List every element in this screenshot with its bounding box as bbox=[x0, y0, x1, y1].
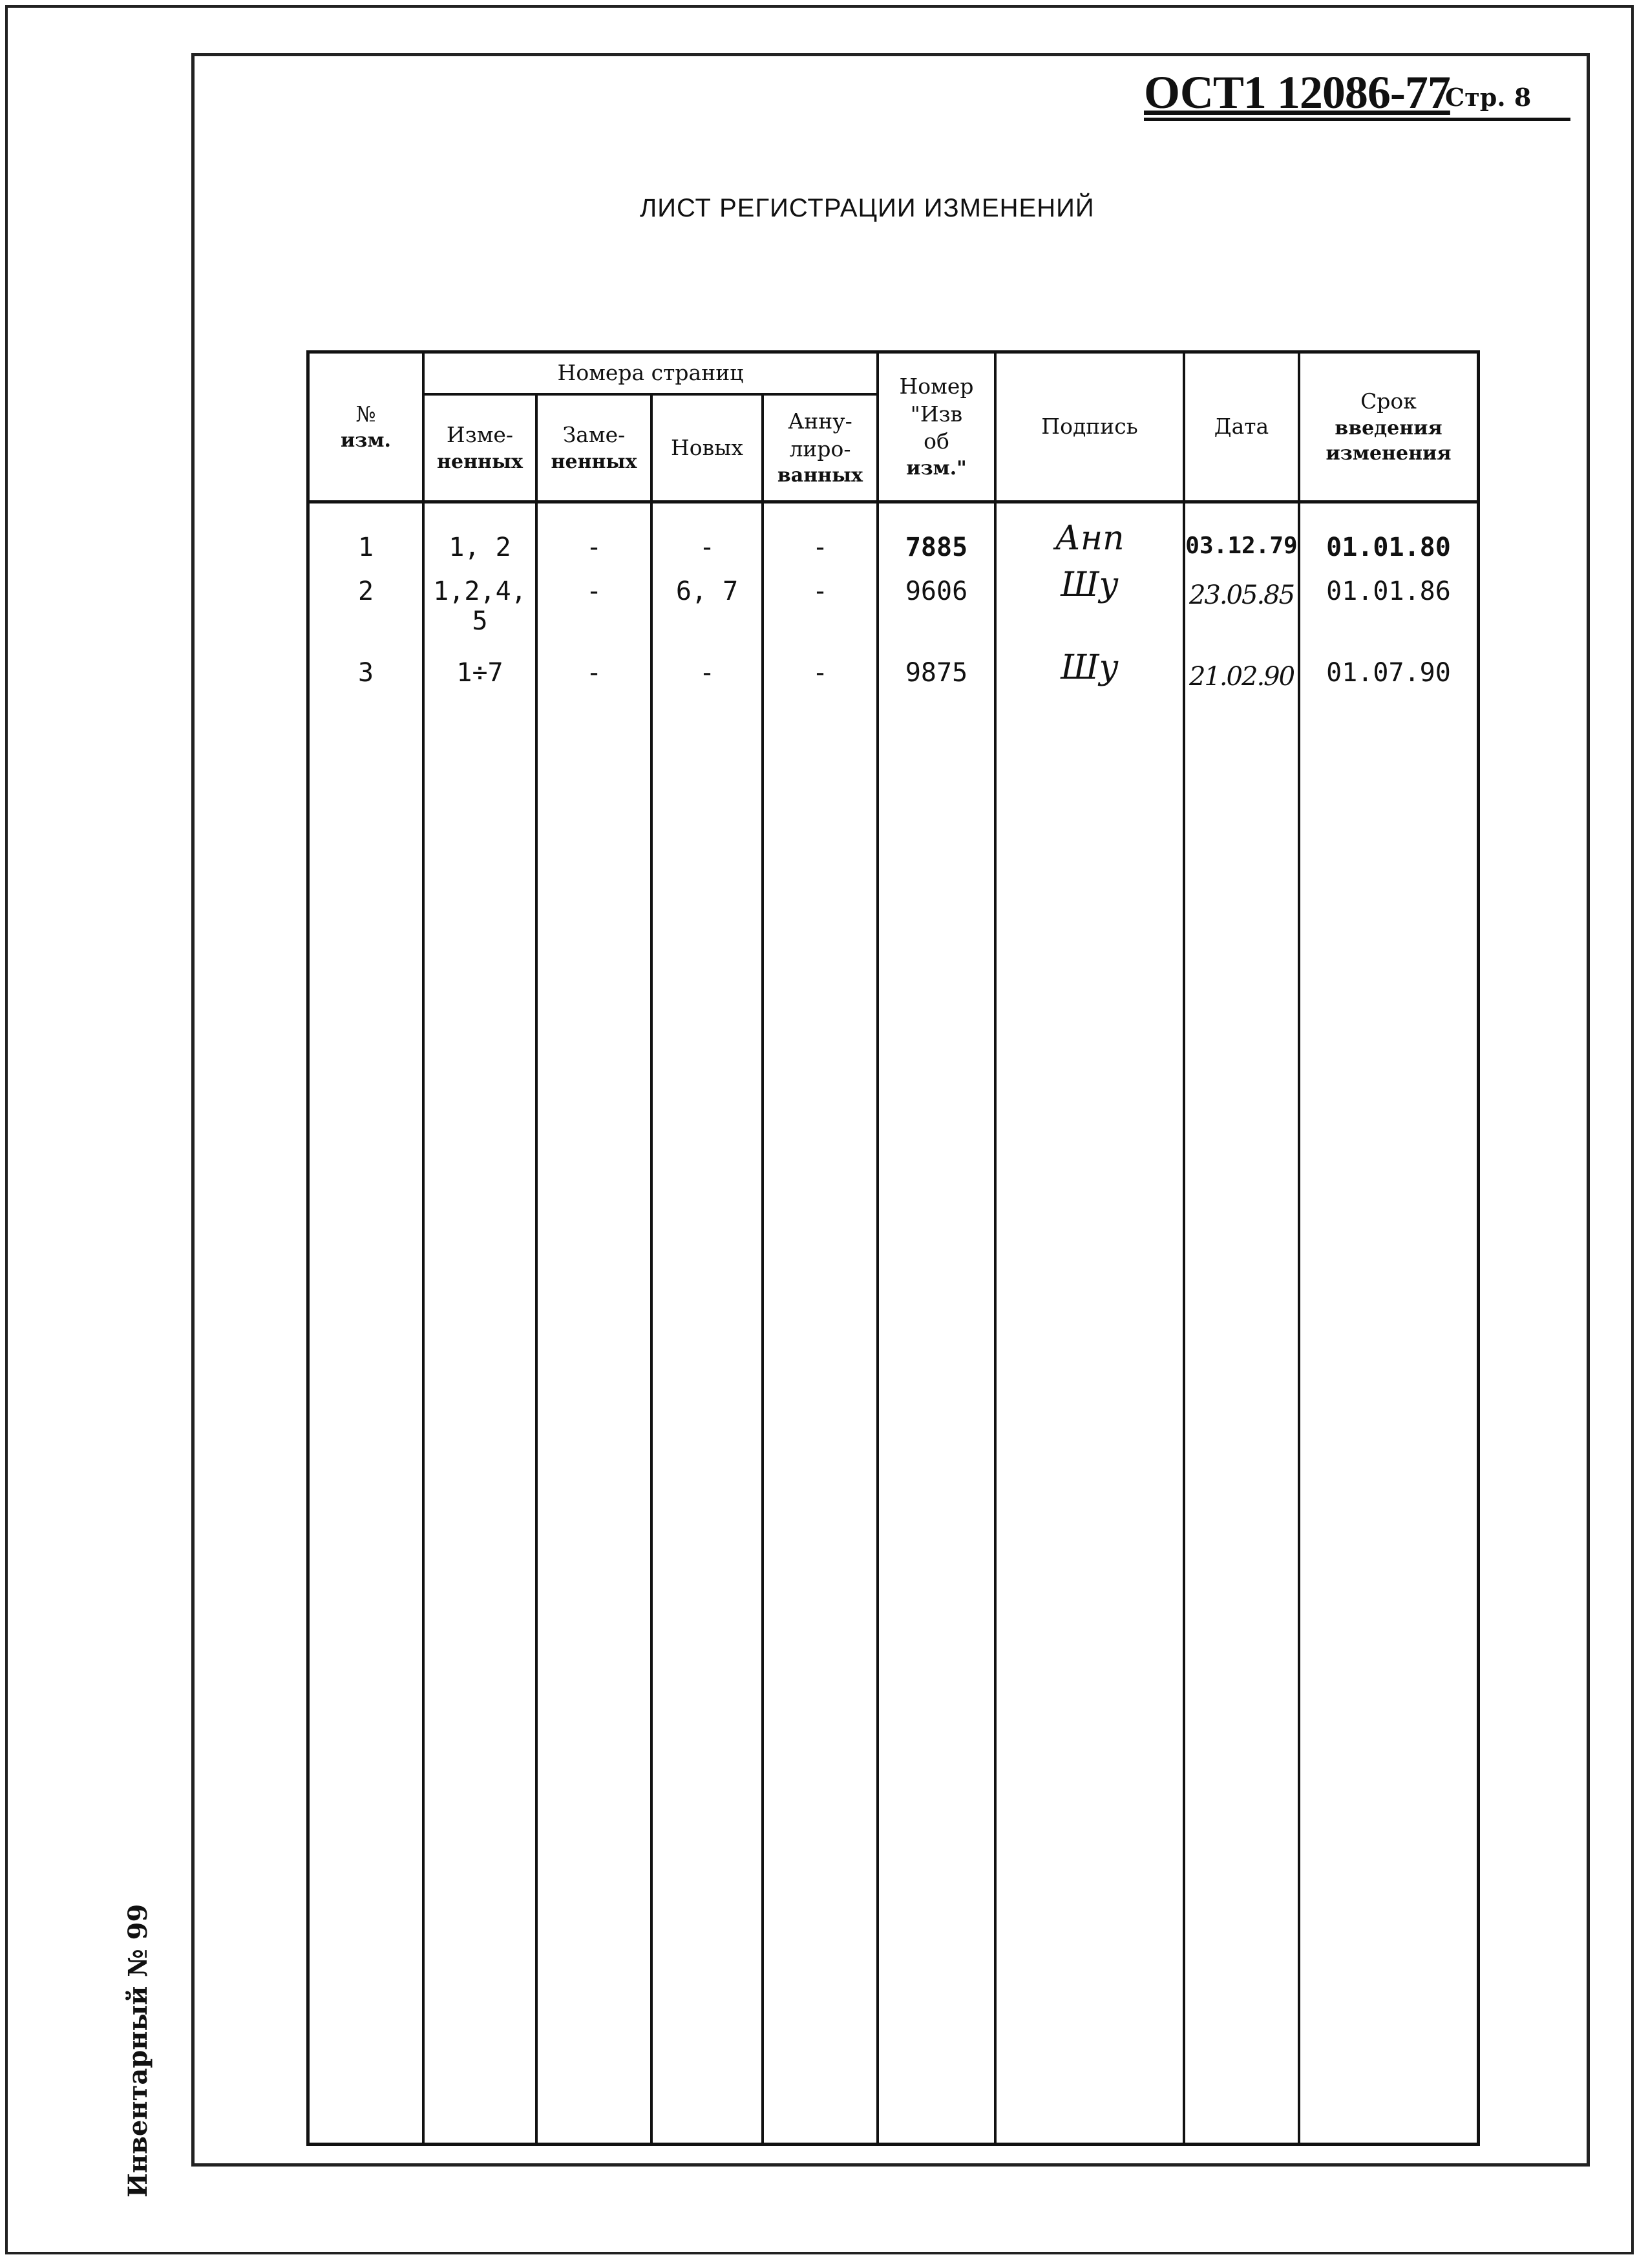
row-1-annulled: - bbox=[812, 533, 829, 562]
header-annulled-line-2: лиро- bbox=[789, 436, 851, 461]
row-3-date: 21.02.90 bbox=[1188, 662, 1294, 692]
header-term-line-2: введения bbox=[1335, 416, 1442, 440]
row-2-replaced: - bbox=[586, 577, 602, 606]
row-2-new: 6, 7 bbox=[675, 577, 739, 606]
row-1-replaced: - bbox=[586, 533, 602, 562]
row-3-signature: Шу bbox=[1061, 648, 1119, 687]
row-3-replaced: - bbox=[586, 658, 602, 688]
row-3-changed bbox=[425, 658, 535, 688]
header-signature bbox=[997, 354, 1183, 500]
header-page-numbers-label: Номера страниц bbox=[557, 360, 744, 386]
header-annulled bbox=[764, 396, 876, 500]
table-border-bottom bbox=[306, 2143, 1480, 2146]
row-1-term: 01.01.80 bbox=[1326, 533, 1451, 562]
row-1-changed-line-1: 1, 2 bbox=[449, 533, 511, 562]
row-3-term: 01.07.90 bbox=[1326, 658, 1451, 688]
header-replaced-line-1: Заме- bbox=[562, 422, 626, 448]
header-new bbox=[653, 396, 761, 500]
header-changed-line-1: Изме- bbox=[446, 422, 514, 448]
row-3-annulled: - bbox=[812, 658, 829, 688]
row-2-term: 01.01.86 bbox=[1326, 577, 1451, 606]
inventory-number: Инвентарный № 99 bbox=[123, 1903, 153, 2198]
page-title: ЛИСТ РЕГИСТРАЦИИ ИЗМЕНЕНИЙ bbox=[640, 194, 1095, 222]
table-border-left bbox=[306, 350, 310, 2146]
row-2-changed bbox=[425, 577, 535, 636]
standard-code: ОСТ1 12086-77 bbox=[1144, 67, 1450, 118]
header-doc-number-line-1: Номер bbox=[899, 373, 974, 399]
header-term-line-3: изменения bbox=[1326, 441, 1452, 465]
header-term-line-1: Срок bbox=[1360, 388, 1417, 414]
header-replaced-line-2: ненных bbox=[551, 450, 637, 473]
row-1-doc-number: 7885 bbox=[905, 533, 968, 562]
header-new-label: Новых bbox=[670, 434, 744, 460]
document-header bbox=[1144, 66, 1570, 121]
header-replaced bbox=[538, 396, 650, 500]
row-2-changed-line-2: 5 bbox=[472, 606, 488, 636]
header-page-numbers bbox=[425, 354, 876, 393]
header-doc-number-line-3: об bbox=[924, 429, 949, 454]
row-1-signature: Анп bbox=[1055, 519, 1125, 558]
row-2-number: 2 bbox=[357, 577, 374, 606]
row-1-date: 03.12.79 bbox=[1185, 533, 1298, 559]
header-annulled-line-3: ванных bbox=[777, 464, 863, 487]
row-3-changed-line-1: 1÷7 bbox=[456, 658, 503, 688]
header-changed bbox=[425, 396, 535, 500]
header-term bbox=[1300, 354, 1477, 500]
col-divider-7 bbox=[1183, 350, 1185, 2146]
col-divider-3 bbox=[650, 393, 653, 2146]
row-1-new: - bbox=[699, 533, 715, 562]
header-changed-line-2: ненных bbox=[437, 450, 523, 473]
header-change-number-line-1: № bbox=[355, 401, 376, 427]
change-registration-table bbox=[306, 350, 1480, 2146]
header-date-label: Дата bbox=[1214, 414, 1269, 440]
header-date bbox=[1185, 354, 1298, 500]
table-border-right bbox=[1477, 350, 1480, 2146]
col-divider-5 bbox=[876, 350, 879, 2146]
col-divider-4 bbox=[761, 393, 764, 2146]
header-bottom-rule bbox=[306, 500, 1480, 503]
row-3-new: - bbox=[699, 658, 715, 688]
row-2-signature: Шу bbox=[1061, 566, 1119, 604]
row-2-annulled: - bbox=[812, 577, 829, 606]
row-3-number: 3 bbox=[357, 658, 374, 688]
col-divider-8 bbox=[1298, 350, 1300, 2146]
header-doc-number-line-2: "Изв bbox=[910, 401, 963, 427]
row-3-doc-number: 9875 bbox=[905, 658, 968, 688]
header-signature-label: Подпись bbox=[1041, 414, 1138, 440]
row-2-doc-number: 9606 bbox=[905, 577, 968, 606]
header-change-number bbox=[310, 354, 422, 500]
col-divider-2 bbox=[535, 393, 538, 2146]
header-annulled-line-1: Анну- bbox=[788, 408, 852, 434]
row-1-changed bbox=[425, 533, 535, 562]
header-change-number-line-2: изм. bbox=[341, 429, 391, 452]
row-2-date: 23.05.85 bbox=[1188, 580, 1294, 610]
header-doc-number-line-4: изм." bbox=[906, 457, 967, 480]
header-doc-number bbox=[879, 354, 994, 500]
row-2-changed-line-1: 1,2,4, bbox=[433, 577, 527, 606]
row-1-number: 1 bbox=[357, 533, 374, 562]
col-divider-6 bbox=[994, 350, 997, 2146]
page-number: Стр. 8 bbox=[1445, 83, 1532, 112]
